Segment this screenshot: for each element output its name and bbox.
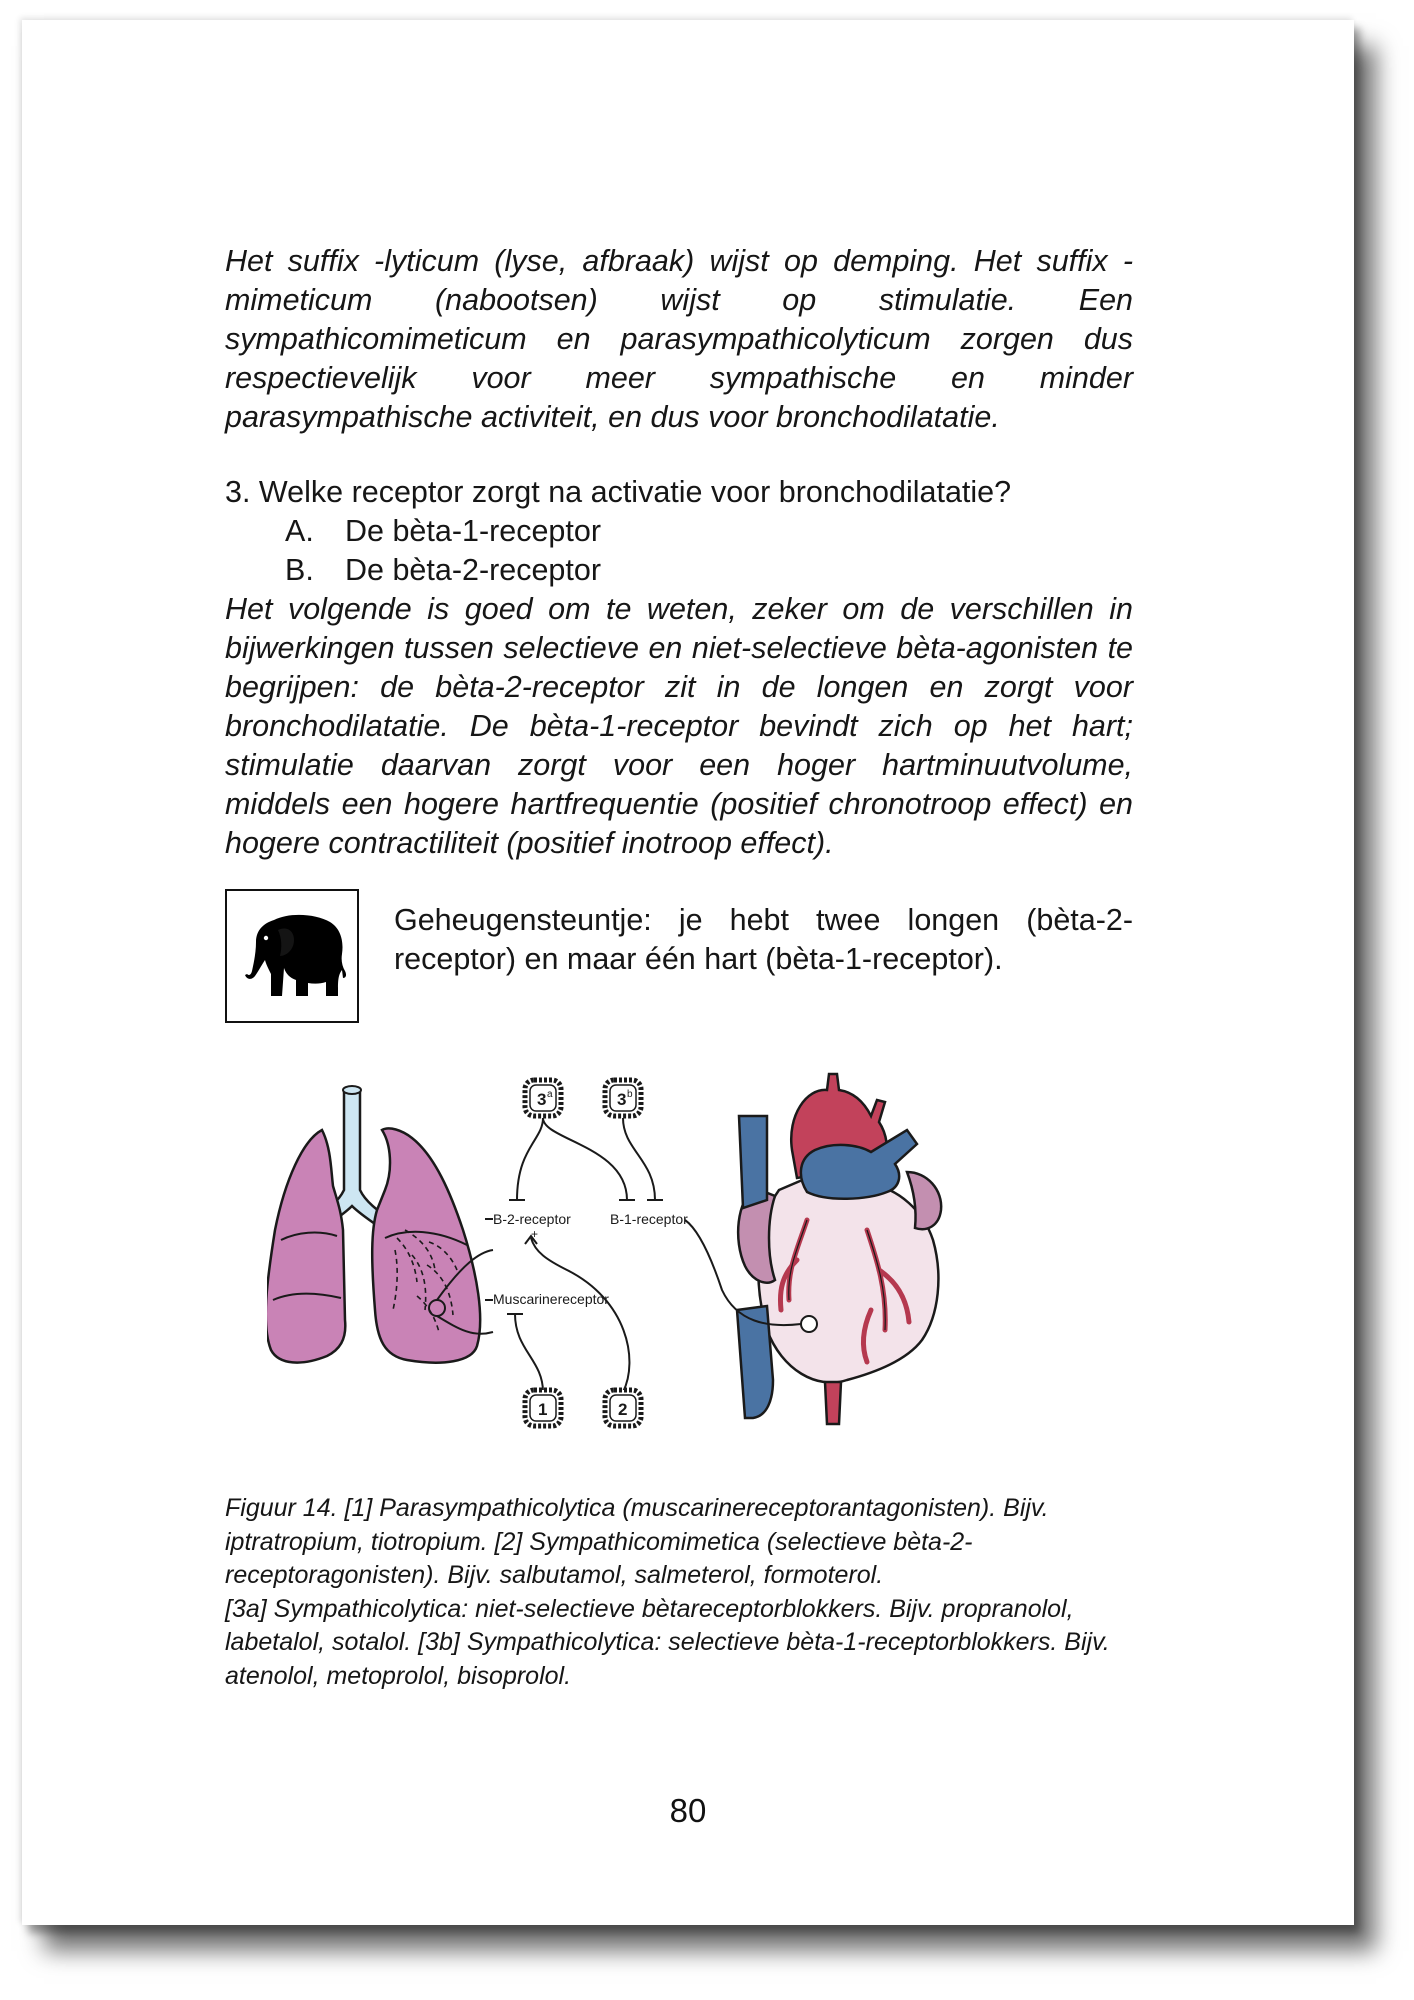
heart-illustration [685,1074,941,1424]
answer-options [225,512,1133,590]
heart-receptor-marker [801,1316,817,1332]
badge-1-number: 1 [538,1400,548,1419]
elephant-icon-frame [225,889,359,1023]
right-lung [372,1128,480,1362]
badge-2-number: 2 [618,1400,628,1419]
document-page [22,20,1354,1925]
badge-3b-sup: b [627,1089,633,1100]
b1-receptor-label: B-1-receptor [610,1211,688,1227]
badge-2 [605,1390,641,1426]
question-3: 3. Welke receptor zorgt na activatie voor bronchodilatatie? [225,475,1012,509]
option-label: De bèta-2-receptor [345,553,601,587]
vena-cava [739,1116,767,1208]
badge-3a [525,1080,561,1116]
badge-1 [525,1390,561,1426]
caption-line-2: [3a] Sympathicolytica: niet-selectieve bètareceptorblokkers. Bijv. propranolol, labetalol, sotalol. [3b] Sympathicolytica: selectieve bèta-1-receptorblokkers. Bijv. atenolol, metoprolol, bisoprolol. [225,1594,1110,1690]
badge-3a-number: 3 [537,1090,547,1109]
option-label: De bèta-1-receptor [345,514,601,548]
b2-receptor-label: B-2-receptor [493,1211,571,1227]
option-letter: B. [285,553,314,587]
plus-sign: + [531,1227,539,1241]
mnemonic-text: Geheugensteuntje: je hebt twee longen (bèta-2-receptor) en maar één hart (bèta-1-receptor). [394,903,1133,976]
muscarine-receptor-label: Muscarinereceptor [493,1291,609,1307]
lungs-illustration [267,1086,480,1363]
option-letter: A. [285,514,314,548]
badge-3b [605,1080,641,1116]
badge-3b-number: 3 [617,1090,627,1109]
elephant-icon [234,908,350,1004]
intro-paragraph: Het suffix -lyticum (lyse, afbraak) wijst op demping. Het suffix -mimeticum (nabootsen) wijst op stimulatie. Een sympathicomimeticum en parasympathicolyticum zorgen dus respectievelijk voor meer sympathische en minder parasympathische activiteit, en dus voor bronchodilatatie. [225,244,1133,434]
badge-3a-sup: a [547,1089,553,1100]
page-content [225,242,1133,1039]
page-number: 80 [669,1792,707,1829]
caption-line-1: Figuur 14. [1] Parasympathicolytica (muscarinereceptorantagonisten). Bijv. iptratropium, tiotropium. [2] Sympathicomimetica (selectieve bèta-2-receptoragonisten). Bijv. salbutamol, salmeterol, formoterol. [225,1494,1049,1589]
option-a [285,512,1133,551]
mnemonic-block [225,889,1133,1039]
explanation-paragraph: Het volgende is goed om te weten, zeker om de verschillen in bijwerkingen tussen selectieve en niet-selectieve bèta-agonisten te begrijpen: de bèta-2-receptor zit in de longen en zorgt voor bronchodilatatie. De bèta-1-receptor bevindt zich op het hart; stimulatie daarvan zorgt voor een hoger hartminuutvolume, middels een hogere hartfrequentie (positief chronotroop effect) en hogere contractiliteit (positief inotroop effect). [225,592,1133,860]
left-lung [267,1130,345,1363]
figure-caption [225,1492,1133,1693]
option-b [285,551,1133,590]
lung-heart-diagram [267,1060,1117,1450]
